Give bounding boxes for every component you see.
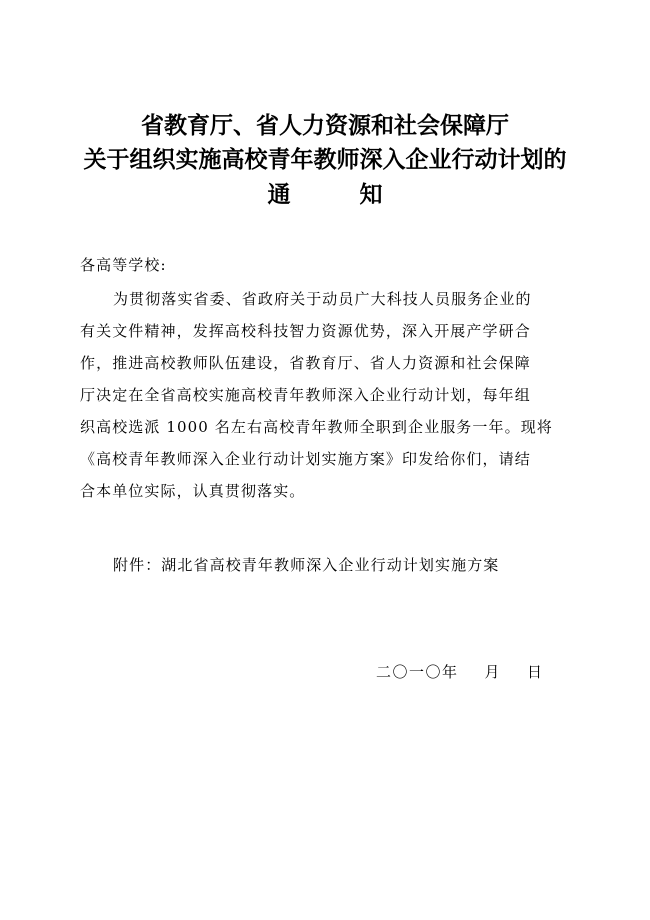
title-notice-char-2: 知	[359, 182, 383, 208]
title-line-subject: 关于组织实施高校青年教师深入企业行动计划的	[83, 147, 567, 173]
date-month: 月	[484, 663, 502, 681]
attachment-line: 附件：湖北省高校青年教师深入企业行动计划实施方案	[113, 556, 500, 574]
date-year: 二〇一〇年	[376, 663, 459, 681]
body-line-1: 为贯彻落实省委、省政府关于动员广大科技人员服务企业的	[113, 290, 532, 308]
body-line-7: 合本单位实际，认真贯彻落实。	[80, 482, 306, 500]
body-line-4: 厅决定在全省高校实施高校青年教师深入企业行动计划，每年组	[80, 386, 531, 404]
body-line-5: 织高校选派 1000 名左右高校青年教师全职到企业服务一年。现将	[80, 418, 553, 436]
salutation: 各高等学校:	[80, 256, 167, 274]
title-line-notice	[0, 180, 650, 210]
date-day: 日	[527, 663, 544, 681]
body-line-6: 《高校青年教师深入企业行动计划实施方案》印发给你们，请结	[80, 450, 531, 468]
issue-date	[376, 657, 544, 688]
body-line-3: 作，推进高校教师队伍建设，省教育厅、省人力资源和社会保障	[80, 354, 531, 372]
title-line-issuers: 省教育厅、省人力资源和社会保障厅	[141, 113, 509, 139]
body-line-2: 有关文件精神，发挥高校科技智力资源优势，深入开展产学研合	[80, 322, 531, 340]
title-notice-char-1: 通	[267, 182, 291, 208]
